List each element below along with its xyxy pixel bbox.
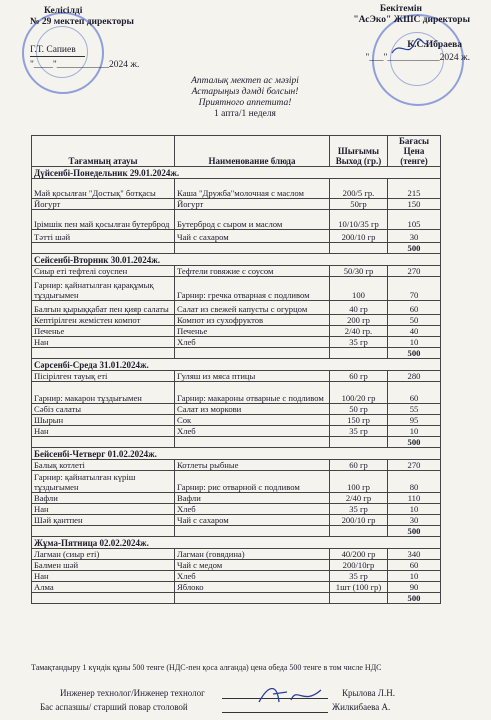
- dish-price: 150: [388, 199, 441, 210]
- header-yield-kz: Шығымы: [337, 146, 380, 156]
- dish-price: 70: [388, 277, 441, 301]
- total-empty-cell: [175, 526, 330, 537]
- dish-yield: 10/10/35 гр: [330, 210, 388, 230]
- dish-name-kz: Балық котлеті: [32, 460, 175, 471]
- dish-price: 215: [388, 179, 441, 199]
- handwritten-signature: [255, 680, 325, 710]
- dish-price: 110: [388, 493, 441, 504]
- menu-table-body: [32, 167, 441, 604]
- dish-yield: 35 гр: [330, 504, 388, 515]
- dish-price: 270: [388, 266, 441, 277]
- dish-yield: 35 гр: [330, 571, 388, 582]
- dish-price: 10: [388, 337, 441, 348]
- dish-name-kz: Балғын қырыққабат пен қияр салаты: [32, 301, 175, 315]
- dish-yield: 200/10 гр: [330, 515, 388, 526]
- dish-yield: 40/200 гр: [330, 549, 388, 560]
- dish-name-kz: Печенье: [32, 326, 175, 337]
- dish-name-ru: Хлеб: [175, 571, 330, 582]
- table-row: [32, 371, 441, 382]
- table-row: [32, 471, 441, 493]
- menu-table: [31, 135, 441, 604]
- table-row: [32, 493, 441, 504]
- dish-name-kz: Нан: [32, 571, 175, 582]
- table-row: [32, 301, 441, 315]
- dish-name-ru: Каша "Дружба"молочная с маслом: [175, 179, 330, 199]
- dish-name-kz: Гарнир: қайнатылған қарақұмық тұздығымен: [32, 277, 175, 301]
- dish-yield: 35 гр: [330, 337, 388, 348]
- dish-price: 80: [388, 471, 441, 493]
- total-empty-cell: [32, 348, 175, 359]
- table-row: [32, 326, 441, 337]
- dish-name-kz: Лагман (сиыр еті): [32, 549, 175, 560]
- approval-right-title: Бекітемін: [379, 4, 422, 14]
- table-row: [32, 337, 441, 348]
- day-total-row: [32, 437, 441, 448]
- dish-name-kz: Пісірілген тауық еті: [32, 371, 175, 382]
- approval-right-date: "___"___________2024 ж.: [365, 53, 470, 63]
- dish-yield: 100: [330, 277, 388, 301]
- signature-technologist-name: Крылова Л.Н.: [342, 688, 396, 698]
- signature-cook-name: Жилкибаева А.: [332, 702, 391, 712]
- day-total-row: [32, 243, 441, 254]
- menu-intro-wish-ru: Приятного аппетита!: [198, 98, 292, 108]
- dish-yield: 1шт (100 гр): [330, 582, 388, 593]
- table-row: [32, 266, 441, 277]
- table-row: [32, 415, 441, 426]
- approval-right-position: "АсЭко" ЖШС директоры: [353, 15, 470, 25]
- dish-name-kz: Нан: [32, 504, 175, 515]
- dish-name-ru: Вафли: [175, 493, 330, 504]
- dish-name-kz: Балмен шәй: [32, 560, 175, 571]
- dish-price: 30: [388, 230, 441, 243]
- dish-name-kz: Кептірілген жемістен компот: [32, 315, 175, 326]
- dish-yield: 40 гр: [330, 301, 388, 315]
- table-row: [32, 426, 441, 437]
- dish-name-ru: Гуляш из мяса птицы: [175, 371, 330, 382]
- table-row: [32, 230, 441, 243]
- menu-intro-week: 1 апта/1 неделя: [214, 109, 276, 119]
- approval-left-date: "____"___________2024 ж.: [30, 60, 140, 70]
- dish-name-ru: Чай с сахаром: [175, 515, 330, 526]
- dish-name-kz: Май қосылған "Достық" ботқасы: [32, 179, 175, 199]
- dish-name-ru: Чай с сахаром: [175, 230, 330, 243]
- approval-left-name: Г.Т. Сапиев: [30, 45, 85, 57]
- dish-price: 90: [388, 582, 441, 593]
- dish-price: 30: [388, 515, 441, 526]
- day-total: 500: [388, 243, 441, 254]
- table-row: [32, 515, 441, 526]
- signature-cook-role: Бас аспазшы/ старший повар столовой: [40, 702, 188, 712]
- dish-price: 95: [388, 415, 441, 426]
- table-header-row: [32, 136, 441, 167]
- dish-yield: 200 гр: [330, 315, 388, 326]
- menu-intro: [150, 76, 340, 120]
- dish-name-kz: Алма: [32, 582, 175, 593]
- dish-name-kz: Шәй қантпен: [32, 515, 175, 526]
- day-title: Жұма-Пятница 02.02.2024ж.: [32, 537, 441, 549]
- day-title: Сейсенбі-Вторник 30.01.2024ж.: [32, 254, 441, 266]
- approval-left-position: № 29 мектеп директоры: [30, 17, 134, 27]
- menu-intro-wish-kz: Астарыңыз дәмді болсын!: [191, 87, 299, 97]
- dish-name-ru: Йогурт: [175, 199, 330, 210]
- table-row: [32, 549, 441, 560]
- dish-name-kz: Сәбіз салаты: [32, 404, 175, 415]
- signature-line-cook: [222, 712, 328, 713]
- table-row: [32, 404, 441, 415]
- dish-yield: 50 гр: [330, 404, 388, 415]
- total-empty-cell: [175, 437, 330, 448]
- dish-name-kz: Нан: [32, 337, 175, 348]
- header-yield-ru: Выход (гр.): [335, 156, 382, 166]
- dish-yield: 2/40 гр: [330, 493, 388, 504]
- dish-yield: 100/20 гр: [330, 382, 388, 404]
- table-row: [32, 571, 441, 582]
- dish-name-kz: Тәтті шәй: [32, 230, 175, 243]
- total-empty-cell: [330, 437, 388, 448]
- total-empty-cell: [175, 348, 330, 359]
- approval-left: [30, 6, 160, 71]
- table-row: [32, 560, 441, 571]
- total-empty-cell: [175, 593, 330, 604]
- table-row: [32, 199, 441, 210]
- day-header-row: [32, 167, 441, 179]
- dish-name-ru: Гарнир: гречка отварная с подливом: [175, 277, 330, 301]
- approval-left-title: Келісілді: [44, 6, 83, 16]
- day-header-row: [32, 448, 441, 460]
- day-total: 500: [388, 348, 441, 359]
- dish-name-ru: Салат из моркови: [175, 404, 330, 415]
- total-empty-cell: [32, 243, 175, 254]
- table-row: [32, 277, 441, 301]
- day-total: 500: [388, 593, 441, 604]
- dish-name-ru: Хлеб: [175, 337, 330, 348]
- dish-name-ru: Хлеб: [175, 504, 330, 515]
- approval-right-name: К.С.Ибраева: [407, 40, 462, 50]
- dish-yield: 50гр: [330, 199, 388, 210]
- dish-price: 60: [388, 382, 441, 404]
- total-empty-cell: [175, 243, 330, 254]
- total-empty-cell: [32, 437, 175, 448]
- dish-yield: 150 гр: [330, 415, 388, 426]
- dish-price: 270: [388, 460, 441, 471]
- total-empty-cell: [330, 593, 388, 604]
- dish-price: 55: [388, 404, 441, 415]
- dish-price: 40: [388, 326, 441, 337]
- header-kz-name: Тағамның атауы: [32, 136, 175, 167]
- director-signature: [390, 38, 430, 58]
- dish-price: 10: [388, 426, 441, 437]
- dish-name-ru: Компот из сухофруктов: [175, 315, 330, 326]
- table-row: [32, 460, 441, 471]
- dish-name-ru: Сок: [175, 415, 330, 426]
- dish-name-kz: Йогурт: [32, 199, 175, 210]
- day-title: Сәрсенбі-Среда 31.01.2024ж.: [32, 359, 441, 371]
- day-header-row: [32, 254, 441, 266]
- dish-name-ru: Лагман (говядина): [175, 549, 330, 560]
- dish-name-kz: Нан: [32, 426, 175, 437]
- dish-yield: 2/40 гр.: [330, 326, 388, 337]
- dish-price: 60: [388, 560, 441, 571]
- dish-name-ru: Бутерброд с сыром и маслом: [175, 210, 330, 230]
- table-row: [32, 382, 441, 404]
- menu-intro-title: Апталық мектеп ас мәзірі: [191, 76, 299, 86]
- dish-yield: 100 гр: [330, 471, 388, 493]
- dish-yield: 200/10гр: [330, 560, 388, 571]
- dish-yield: 200/10 гр: [330, 230, 388, 243]
- dish-price: 10: [388, 571, 441, 582]
- table-row: [32, 210, 441, 230]
- dish-name-kz: Гарнир: қайнатылған күріш тұздығымен: [32, 471, 175, 493]
- table-row: [32, 179, 441, 199]
- signature-technologist-role: Инженер технолог/Инженер технолог: [60, 688, 205, 698]
- header-price-ru: Цена (тенге): [400, 146, 428, 166]
- dish-name-ru: Салат из свежей капусты с огурцом: [175, 301, 330, 315]
- dish-price: 280: [388, 371, 441, 382]
- dish-name-kz: Гарнир: макарон тұздығымен: [32, 382, 175, 404]
- total-empty-cell: [32, 593, 175, 604]
- day-title: Бейсенбі-Четверг 01.02.2024ж.: [32, 448, 441, 460]
- dish-name-ru: Чай с медом: [175, 560, 330, 571]
- table-row: [32, 315, 441, 326]
- dish-price: 340: [388, 549, 441, 560]
- dish-price: 105: [388, 210, 441, 230]
- day-total: 500: [388, 437, 441, 448]
- header-yield: [330, 136, 388, 167]
- dish-yield: 60 гр: [330, 371, 388, 382]
- total-empty-cell: [32, 526, 175, 537]
- day-total-row: [32, 348, 441, 359]
- day-total-row: [32, 593, 441, 604]
- day-total: 500: [388, 526, 441, 537]
- total-empty-cell: [330, 243, 388, 254]
- dish-name-ru: Яблоко: [175, 582, 330, 593]
- header-price-kz: Бағасы: [398, 136, 430, 146]
- day-header-row: [32, 359, 441, 371]
- dish-yield: 60 гр: [330, 460, 388, 471]
- day-total-row: [32, 526, 441, 537]
- dish-name-ru: Гарнир: макароны отварные с подливом: [175, 382, 330, 404]
- dish-yield: 200/5 гр.: [330, 179, 388, 199]
- table-row: [32, 504, 441, 515]
- dish-price: 10: [388, 504, 441, 515]
- dish-name-ru: Хлеб: [175, 426, 330, 437]
- day-title: Дүйсенбі-Понедельник 29.01.2024ж.: [32, 167, 441, 179]
- dish-name-kz: Шырын: [32, 415, 175, 426]
- dish-price: 50: [388, 315, 441, 326]
- table-row: [32, 582, 441, 593]
- dish-name-ru: Котлеты рыбные: [175, 460, 330, 471]
- total-empty-cell: [330, 348, 388, 359]
- day-header-row: [32, 537, 441, 549]
- dish-yield: 50/30 гр: [330, 266, 388, 277]
- dish-name-kz: Вафли: [32, 493, 175, 504]
- dish-name-kz: Сиыр еті тефтелі соуспен: [32, 266, 175, 277]
- dish-name-ru: Тефтели говяжие с соусом: [175, 266, 330, 277]
- header-ru-name: Наименование блюда: [175, 136, 330, 167]
- dish-yield: 35 гр: [330, 426, 388, 437]
- dish-price: 60: [388, 301, 441, 315]
- footer-note: Тамақтандыру 1 күндік құны 500 тенге (НДС-пен қоса алғанда) цена обеда 500 тенге в том числе НДС: [31, 663, 382, 672]
- dish-name-ru: Печенье: [175, 326, 330, 337]
- dish-name-ru: Гарнир: рис отварной с подливом: [175, 471, 330, 493]
- dish-name-kz: Ірімшік пен май қосылған бутерброд: [32, 210, 175, 230]
- total-empty-cell: [330, 526, 388, 537]
- header-price: [388, 136, 441, 167]
